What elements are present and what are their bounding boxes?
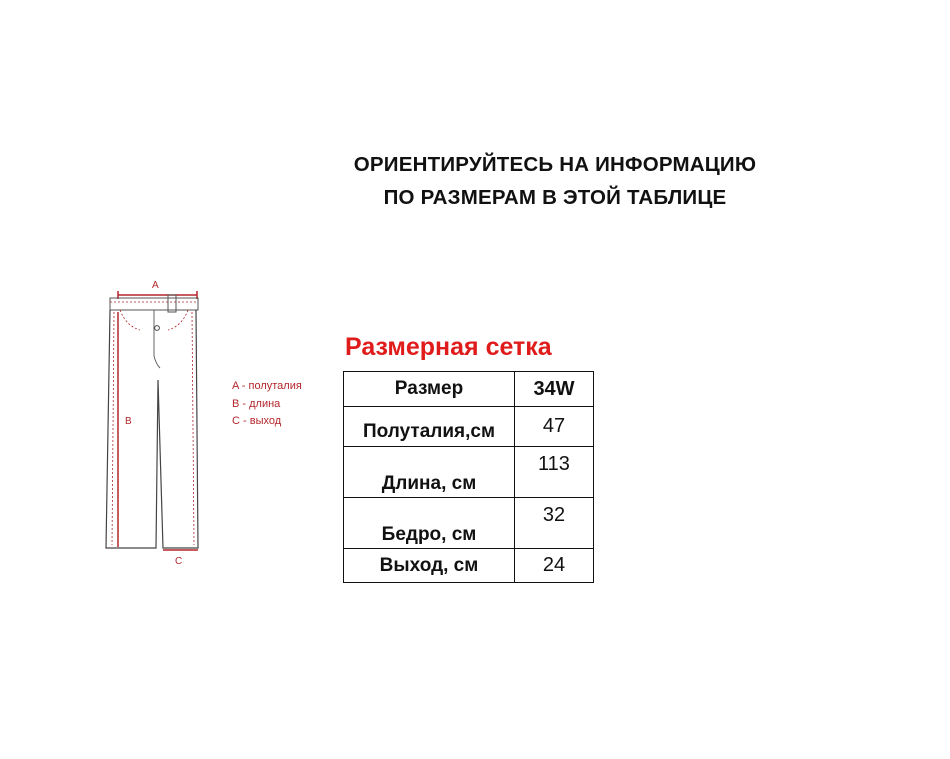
table-row bbox=[344, 549, 594, 583]
legend-item: B - длина bbox=[232, 397, 281, 410]
header-size: 34W bbox=[515, 372, 594, 407]
pants-outline bbox=[106, 310, 198, 548]
row-label: Выход, см bbox=[344, 549, 515, 583]
row-label: Длина, см bbox=[344, 447, 515, 498]
pants-diagram bbox=[96, 272, 226, 572]
diagram-label-c: C bbox=[175, 556, 183, 567]
waistband-outline bbox=[110, 298, 198, 310]
table-row bbox=[344, 407, 594, 447]
table-row bbox=[344, 447, 594, 498]
diagram-label-b: B bbox=[125, 416, 132, 427]
heading-line-2: ПО РАЗМЕРАМ В ЭТОЙ ТАБЛИЦЕ bbox=[383, 186, 727, 209]
table-row bbox=[344, 498, 594, 549]
measurement-legend bbox=[232, 378, 302, 431]
legend-item: A - полуталия bbox=[232, 380, 302, 392]
diagram-label-a: A bbox=[152, 280, 159, 291]
row-value: 24 bbox=[515, 549, 594, 583]
page-heading bbox=[300, 148, 810, 214]
row-value: 47 bbox=[515, 407, 594, 447]
size-table bbox=[343, 371, 594, 583]
legend-item: C - выход bbox=[232, 415, 282, 427]
header-label: Размер bbox=[344, 372, 515, 407]
size-chart-title: Размерная сетка bbox=[345, 333, 552, 361]
row-label: Полуталия,см bbox=[344, 407, 515, 447]
row-value: 32 bbox=[515, 498, 594, 549]
row-value: 113 bbox=[515, 447, 594, 498]
heading-line-1: ОРИЕНТИРУЙТЕСЬ НА ИНФОРМАЦИЮ bbox=[353, 153, 757, 176]
table-header-row bbox=[344, 372, 594, 407]
row-label: Бедро, см bbox=[344, 498, 515, 549]
